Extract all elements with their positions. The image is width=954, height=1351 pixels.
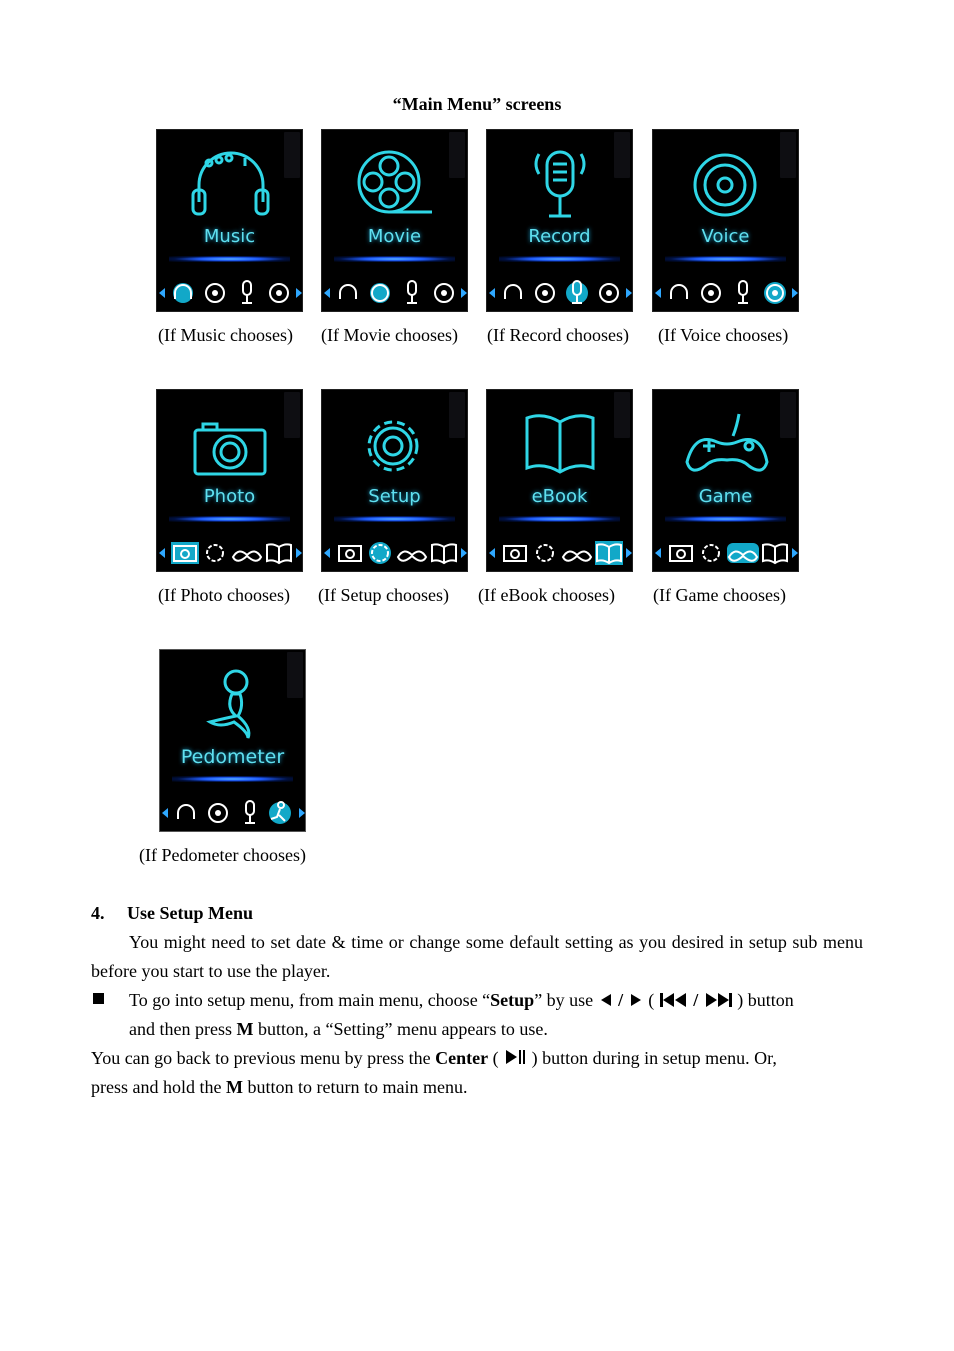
screen-caption: (If eBook chooses)	[478, 585, 615, 605]
screen-caption: (If Movie chooses)	[321, 325, 458, 345]
microphone-icon	[408, 281, 416, 295]
section-number: 4.	[91, 903, 105, 923]
microphone-icon	[243, 281, 251, 295]
center-keyword: Center	[435, 1048, 489, 1068]
arrow-left-icon	[159, 288, 165, 298]
screen-caption: (If Voice chooses)	[658, 325, 789, 345]
selection-glow	[665, 256, 786, 262]
selection-glow	[499, 516, 620, 522]
screen-label: Voice	[701, 226, 750, 247]
screen-label: Record	[528, 226, 591, 247]
screen-caption: (If Music chooses)	[158, 325, 293, 345]
menu-carousel	[322, 275, 468, 311]
bullet-text: button, a “Setting” menu appears to use.	[257, 1019, 548, 1039]
menu-carousel	[487, 275, 633, 311]
ebook-screen	[486, 389, 633, 572]
screen-caption: (If Game chooses)	[653, 585, 786, 605]
hold-line	[91, 1073, 467, 1102]
bullet-marker	[93, 993, 104, 1004]
screen-caption: (If Setup chooses)	[318, 585, 449, 605]
headphones-icon	[157, 130, 303, 230]
menu-carousel	[653, 535, 799, 571]
section-heading: Use Setup Menu	[127, 903, 254, 923]
screen-label: Music	[203, 226, 256, 247]
gamepad-icon	[653, 390, 799, 490]
book-icon	[267, 544, 291, 563]
slash-separator: /	[618, 990, 624, 1010]
runner-icon	[160, 650, 306, 750]
menu-carousel	[322, 535, 468, 571]
game-screen	[652, 389, 799, 572]
screen-label: Movie	[367, 226, 422, 247]
hold-text: button to return to main menu.	[247, 1077, 468, 1097]
menu-carousel	[157, 535, 303, 571]
bullet-text: and then press	[129, 1019, 232, 1039]
gear-icon	[322, 390, 468, 490]
back-text: You can go back to previous menu by press the	[91, 1048, 431, 1068]
intro-paragraph	[91, 928, 863, 986]
movie-screen	[321, 129, 468, 312]
headphones-icon	[340, 285, 356, 299]
bullet-text: To go into setup menu, from main menu, choose “	[129, 990, 491, 1010]
menu-carousel	[160, 795, 306, 831]
screen-label: Photo	[203, 486, 256, 507]
photo-screen	[156, 389, 303, 572]
selection-glow	[665, 516, 786, 522]
pedometer-screen	[159, 649, 306, 832]
intro-text: You might need to set date & time or change some default setting as you desired in setup sub menu before you start to use the player.	[91, 932, 863, 981]
disc-icon	[653, 130, 799, 230]
slash-separator: /	[693, 990, 699, 1010]
screen-label: Game	[698, 486, 753, 507]
voice-screen	[652, 129, 799, 312]
screen-label: Setup	[368, 486, 421, 507]
record-screen	[486, 129, 633, 312]
back-text: ) button during in setup menu. Or,	[531, 1048, 777, 1068]
screen-caption: (If Pedometer chooses)	[139, 845, 306, 865]
back-line	[91, 1044, 777, 1073]
bullet-text: ” by use	[534, 990, 594, 1010]
bullet-line-2	[129, 1015, 548, 1044]
arrow-right-icon	[296, 288, 302, 298]
play-pause-icon	[503, 1048, 527, 1066]
skip-back-icon	[659, 992, 689, 1008]
gamepad-icon	[233, 551, 261, 560]
bullet-text: ) button	[737, 990, 794, 1010]
selection-glow	[334, 516, 455, 522]
music-screen	[156, 129, 303, 312]
gear-icon	[207, 545, 223, 561]
setup-screen	[321, 389, 468, 572]
screen-label: Pedometer	[180, 746, 285, 768]
bullet-line-1	[129, 986, 869, 1015]
screen-caption: (If Record chooses)	[487, 325, 629, 345]
selection-glow	[499, 256, 620, 262]
screen-caption: (If Photo chooses)	[158, 585, 290, 605]
selection-glow	[172, 776, 293, 782]
prev-arrow-icon	[598, 992, 614, 1008]
m-button-keyword: M	[236, 1019, 254, 1039]
page-title: “Main Menu” screens	[392, 94, 562, 114]
paren-open: (	[492, 1048, 499, 1068]
selection-glow	[169, 516, 290, 522]
film-reel-icon	[322, 130, 468, 230]
microphone-icon	[487, 130, 633, 230]
menu-carousel	[653, 275, 799, 311]
camera-icon	[157, 390, 303, 490]
book-icon	[487, 390, 633, 490]
next-arrow-icon	[628, 992, 644, 1008]
menu-carousel	[487, 535, 633, 571]
selection-glow	[169, 256, 290, 262]
skip-forward-icon	[703, 992, 733, 1008]
menu-carousel	[157, 275, 303, 311]
setup-keyword: Setup	[490, 990, 535, 1010]
paren-open: (	[648, 990, 655, 1010]
hold-text: press and hold the	[91, 1077, 222, 1097]
selection-glow	[334, 256, 455, 262]
screen-label: eBook	[531, 486, 588, 507]
m-button-keyword: M	[225, 1077, 243, 1097]
